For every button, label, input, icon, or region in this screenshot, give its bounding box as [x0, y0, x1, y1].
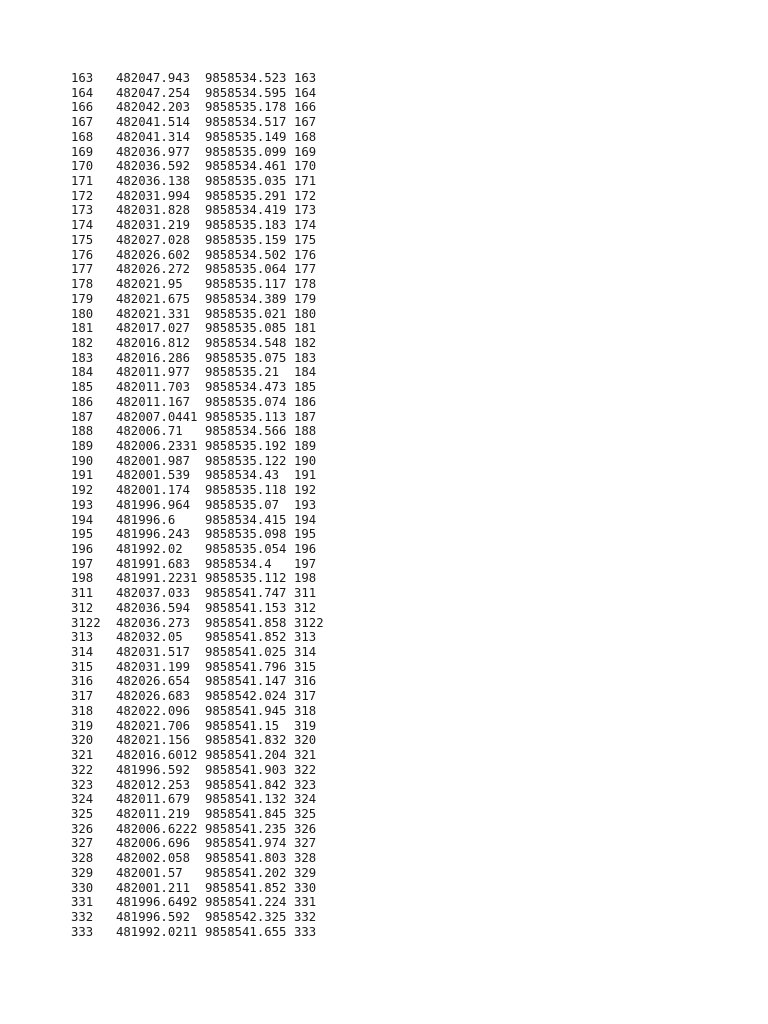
easting-cell: 482001.539	[116, 468, 191, 483]
point-ref-cell: 172	[294, 188, 317, 203]
point-ref-cell: 183	[294, 350, 317, 365]
easting-cell: 482001.211	[116, 880, 191, 895]
easting-cell: 482041.314	[116, 129, 191, 144]
easting-cell: 481996.964	[116, 497, 191, 512]
northing-cell: 9858534.43	[205, 468, 280, 483]
easting-cell: 482006.696	[116, 836, 191, 851]
point-id-cell: 173	[71, 203, 94, 218]
northing-cell: 9858535.159	[205, 232, 287, 247]
point-ref-cell: 169	[294, 144, 317, 159]
northing-cell: 9858534.517	[205, 115, 287, 130]
easting-cell: 482011.977	[116, 365, 191, 380]
easting-cell: 482001.174	[116, 483, 191, 498]
northing-cell: 9858541.204	[205, 748, 287, 763]
northing-cell: 9858535.122	[205, 453, 287, 468]
northing-cell: 9858535.075	[205, 350, 287, 365]
point-id-cell: 196	[71, 542, 94, 556]
point-ref-cell: 333	[294, 924, 317, 939]
northing-cell: 9858541.796	[205, 659, 287, 674]
point-id-cell: 333	[71, 924, 94, 939]
easting-cell: 482036.592	[116, 159, 191, 174]
northing-cell: 9858541.15	[205, 718, 280, 733]
point-ref-cell: 185	[294, 380, 317, 395]
point-ref-cell: 318	[294, 703, 317, 718]
easting-cell: 482036.594	[116, 600, 191, 615]
northing-cell: 9858542.024	[205, 689, 287, 704]
point-ref-cell: 195	[294, 527, 317, 542]
northing-cell: 9858535.099	[205, 144, 287, 159]
point-ref-cell: 178	[294, 277, 317, 292]
easting-cell: 482037.033	[116, 586, 191, 601]
point-id-cell: 315	[71, 659, 94, 674]
northing-cell: 9858541.974	[205, 836, 287, 851]
easting-cell: 482001.57	[116, 865, 183, 880]
point-ref-cell: 189	[294, 438, 317, 453]
point-id-cell: 319	[71, 718, 94, 733]
easting-cell: 481992.02	[116, 542, 183, 556]
easting-cell: 482047.254	[116, 85, 191, 100]
point-ref-cell: 167	[294, 115, 317, 130]
point-ref-cell: 188	[294, 424, 317, 439]
point-ref-cell: 3122	[294, 615, 324, 630]
point-id-cell: 171	[71, 174, 94, 189]
easting-cell: 482001.987	[116, 453, 191, 468]
point-id-cell: 194	[71, 512, 94, 527]
point-ref-cell: 323	[294, 777, 317, 792]
easting-cell: 482036.273	[116, 615, 191, 630]
easting-cell: 482011.703	[116, 380, 191, 395]
easting-cell: 482011.219	[116, 806, 191, 821]
northing-cell: 9858541.852	[205, 880, 287, 895]
point-id-cell: 180	[71, 306, 94, 321]
point-ref-cell: 177	[294, 262, 317, 277]
point-id-cell: 193	[71, 497, 94, 512]
northing-cell: 9858541.832	[205, 733, 287, 748]
easting-cell: 482026.683	[116, 689, 191, 704]
northing-cell: 9858534.502	[205, 247, 287, 262]
point-id-cell: 187	[71, 409, 94, 424]
point-ref-cell: 321	[294, 748, 317, 763]
northing-cell: 9858541.842	[205, 777, 287, 792]
northing-cell: 9858542.325	[205, 909, 287, 924]
northing-cell: 9858535.192	[205, 438, 287, 453]
easting-cell: 482031.517	[116, 645, 191, 660]
point-id-cell: 322	[71, 762, 94, 777]
easting-cell: 482027.028	[116, 232, 191, 247]
point-ref-cell: 170	[294, 159, 317, 174]
point-ref-cell: 331	[294, 895, 317, 910]
northing-cell: 9858535.098	[205, 527, 287, 542]
point-ref-cell: 179	[294, 291, 317, 306]
northing-cell: 9858541.845	[205, 806, 287, 821]
point-ref-cell: 325	[294, 806, 317, 821]
point-id-cell: 323	[71, 777, 94, 792]
point-ref-cell: 312	[294, 600, 317, 615]
point-id-cell: 186	[71, 394, 94, 409]
northing-cell: 9858541.903	[205, 762, 287, 777]
easting-cell: 482031.994	[116, 188, 191, 203]
easting-cell: 482026.654	[116, 674, 191, 689]
northing-cell: 9858534.419	[205, 203, 287, 218]
northing-cell: 9858541.747	[205, 586, 287, 601]
northing-cell: 9858534.595	[205, 85, 287, 100]
point-id-cell: 172	[71, 188, 94, 203]
northing-cell: 9858541.202	[205, 865, 287, 880]
point-ref-cell: 168	[294, 129, 317, 144]
point-id-cell: 182	[71, 335, 94, 350]
easting-cell: 482017.027	[116, 321, 191, 336]
easting-cell: 482016.6012	[116, 748, 198, 763]
northing-cell: 9858535.054	[205, 542, 287, 556]
point-id-cell: 167	[71, 115, 94, 130]
point-ref-cell: 324	[294, 792, 317, 807]
point-id-cell: 184	[71, 365, 94, 380]
point-ref-cell: 186	[294, 394, 317, 409]
point-ref-cell: 315	[294, 659, 317, 674]
point-ref-cell: 319	[294, 718, 317, 733]
point-id-cell: 317	[71, 689, 94, 704]
point-id-cell: 189	[71, 438, 94, 453]
northing-cell: 9858535.178	[205, 100, 287, 115]
point-ref-cell: 187	[294, 409, 317, 424]
point-ref-cell: 317	[294, 689, 317, 704]
easting-cell: 482031.199	[116, 659, 191, 674]
northing-cell: 9858535.291	[205, 188, 287, 203]
easting-cell: 482032.05	[116, 630, 183, 645]
easting-cell: 482012.253	[116, 777, 191, 792]
point-id-cell: 170	[71, 159, 94, 174]
easting-cell: 481991.683	[116, 556, 191, 571]
northing-cell: 9858541.147	[205, 674, 287, 689]
northing-cell: 9858534.461	[205, 159, 287, 174]
point-id-cell: 326	[71, 821, 94, 836]
point-id-cell: 177	[71, 262, 94, 277]
point-id-cell: 331	[71, 895, 94, 910]
point-ref-cell: 329	[294, 865, 317, 880]
point-id-cell: 166	[71, 100, 94, 115]
point-id-cell: 191	[71, 468, 94, 483]
point-ref-cell: 198	[294, 571, 317, 586]
northing-cell: 9858541.153	[205, 600, 287, 615]
easting-cell: 482011.679	[116, 792, 191, 807]
point-id-cell: 192	[71, 483, 94, 498]
easting-cell: 482007.0441	[116, 409, 198, 424]
point-ref-cell: 194	[294, 512, 317, 527]
northing-cell: 9858535.07	[205, 497, 280, 512]
point-id-cell: 176	[71, 247, 94, 262]
point-ref-cell: 190	[294, 453, 317, 468]
point-ref-cell: 322	[294, 762, 317, 777]
point-id-cell: 185	[71, 380, 94, 395]
northing-cell: 9858535.183	[205, 218, 287, 233]
point-id-cell: 169	[71, 144, 94, 159]
easting-cell: 482021.331	[116, 306, 191, 321]
point-id-cell: 178	[71, 277, 94, 292]
point-ref-cell: 184	[294, 365, 317, 380]
point-ref-cell: 166	[294, 100, 317, 115]
easting-cell: 482006.71	[116, 424, 183, 439]
point-ref-cell: 173	[294, 203, 317, 218]
point-id-cell: 195	[71, 527, 94, 542]
northing-cell: 9858541.655	[205, 924, 287, 939]
northing-cell: 9858535.113	[205, 409, 287, 424]
point-ref-cell: 196	[294, 542, 317, 556]
point-id-cell: 320	[71, 733, 94, 748]
northing-cell: 9858535.085	[205, 321, 287, 336]
point-ref-cell: 192	[294, 483, 317, 498]
easting-cell: 481996.6492	[116, 895, 198, 910]
point-ref-cell: 320	[294, 733, 317, 748]
point-id-cell: 197	[71, 556, 94, 571]
easting-cell: 482026.272	[116, 262, 191, 277]
easting-cell: 482021.675	[116, 291, 191, 306]
point-ref-cell: 311	[294, 586, 317, 601]
point-id-cell: 168	[71, 129, 94, 144]
point-ref-cell: 316	[294, 674, 317, 689]
point-id-cell: 328	[71, 851, 94, 866]
easting-cell: 482031.219	[116, 218, 191, 233]
point-ref-cell: 174	[294, 218, 317, 233]
point-id-cell: 198	[71, 571, 94, 586]
northing-cell: 9858534.548	[205, 335, 287, 350]
easting-cell: 482021.156	[116, 733, 191, 748]
easting-cell: 482041.514	[116, 115, 191, 130]
point-ref-cell: 314	[294, 645, 317, 660]
point-ref-cell: 163	[294, 71, 317, 85]
point-id-cell: 325	[71, 806, 94, 821]
point-ref-cell: 332	[294, 909, 317, 924]
point-id-cell: 175	[71, 232, 94, 247]
northing-cell: 9858541.803	[205, 851, 287, 866]
point-ref-cell: 313	[294, 630, 317, 645]
easting-cell: 482042.203	[116, 100, 191, 115]
easting-cell: 481996.243	[116, 527, 191, 542]
easting-cell: 482016.286	[116, 350, 191, 365]
northing-cell: 9858535.21	[205, 365, 280, 380]
northing-cell: 9858541.858	[205, 615, 287, 630]
point-id-cell: 179	[71, 291, 94, 306]
point-id-cell: 188	[71, 424, 94, 439]
point-id-cell: 174	[71, 218, 94, 233]
northing-cell: 9858541.025	[205, 645, 287, 660]
easting-cell: 482006.2331	[116, 438, 198, 453]
point-ref-cell: 191	[294, 468, 317, 483]
point-ref-cell: 327	[294, 836, 317, 851]
point-id-cell: 3122	[71, 615, 101, 630]
easting-cell: 481992.0211	[116, 924, 198, 939]
easting-cell: 482026.602	[116, 247, 191, 262]
point-ref-cell: 164	[294, 85, 317, 100]
northing-cell: 9858534.566	[205, 424, 287, 439]
easting-cell: 481996.592	[116, 762, 191, 777]
point-ref-cell: 197	[294, 556, 317, 571]
easting-cell: 482021.706	[116, 718, 191, 733]
easting-cell: 481991.2231	[116, 571, 198, 586]
easting-cell: 482036.977	[116, 144, 191, 159]
point-ref-cell: 180	[294, 306, 317, 321]
northing-cell: 9858535.117	[205, 277, 287, 292]
northing-cell: 9858535.112	[205, 571, 287, 586]
point-id-cell: 314	[71, 645, 94, 660]
point-id-cell: 316	[71, 674, 94, 689]
point-ref-cell: 175	[294, 232, 317, 247]
point-ref-cell: 181	[294, 321, 317, 336]
northing-cell: 9858535.149	[205, 129, 287, 144]
northing-cell: 9858541.224	[205, 895, 287, 910]
easting-cell: 482031.828	[116, 203, 191, 218]
point-ref-cell: 171	[294, 174, 317, 189]
point-id-cell: 321	[71, 748, 94, 763]
point-id-cell: 330	[71, 880, 94, 895]
point-id-cell: 181	[71, 321, 94, 336]
northing-cell: 9858534.473	[205, 380, 287, 395]
northing-cell: 9858534.389	[205, 291, 287, 306]
point-ref-cell: 326	[294, 821, 317, 836]
point-ref-cell: 328	[294, 851, 317, 866]
point-id-cell: 311	[71, 586, 94, 601]
northing-cell: 9858541.945	[205, 703, 287, 718]
northing-cell: 9858541.132	[205, 792, 287, 807]
point-ref-cell: 193	[294, 497, 317, 512]
easting-cell: 481996.592	[116, 909, 191, 924]
northing-cell: 9858541.852	[205, 630, 287, 645]
easting-cell: 482016.812	[116, 335, 191, 350]
northing-cell: 9858541.235	[205, 821, 287, 836]
point-id-cell: 324	[71, 792, 94, 807]
easting-cell: 482011.167	[116, 394, 191, 409]
northing-cell: 9858534.523	[205, 71, 287, 85]
northing-cell: 9858535.074	[205, 394, 287, 409]
point-id-cell: 190	[71, 453, 94, 468]
point-id-cell: 332	[71, 909, 94, 924]
easting-cell: 482036.138	[116, 174, 191, 189]
easting-cell: 481996.6	[116, 512, 176, 527]
point-id-cell: 329	[71, 865, 94, 880]
point-id-cell: 327	[71, 836, 94, 851]
point-ref-cell: 330	[294, 880, 317, 895]
easting-cell: 482021.95	[116, 277, 183, 292]
point-ref-cell: 182	[294, 335, 317, 350]
point-id-cell: 163	[71, 71, 94, 85]
easting-cell: 482002.058	[116, 851, 191, 866]
point-id-cell: 164	[71, 85, 94, 100]
point-id-cell: 318	[71, 703, 94, 718]
point-ref-cell: 176	[294, 247, 317, 262]
northing-cell: 9858535.064	[205, 262, 287, 277]
easting-cell: 482022.096	[116, 703, 191, 718]
northing-cell: 9858535.021	[205, 306, 287, 321]
northing-cell: 9858534.4	[205, 556, 272, 571]
point-id-cell: 313	[71, 630, 94, 645]
northing-cell: 9858534.415	[205, 512, 287, 527]
easting-cell: 482006.6222	[116, 821, 198, 836]
point-id-cell: 312	[71, 600, 94, 615]
northing-cell: 9858535.118	[205, 483, 287, 498]
point-id-cell: 183	[71, 350, 94, 365]
northing-cell: 9858535.035	[205, 174, 287, 189]
easting-cell: 482047.943	[116, 71, 191, 85]
